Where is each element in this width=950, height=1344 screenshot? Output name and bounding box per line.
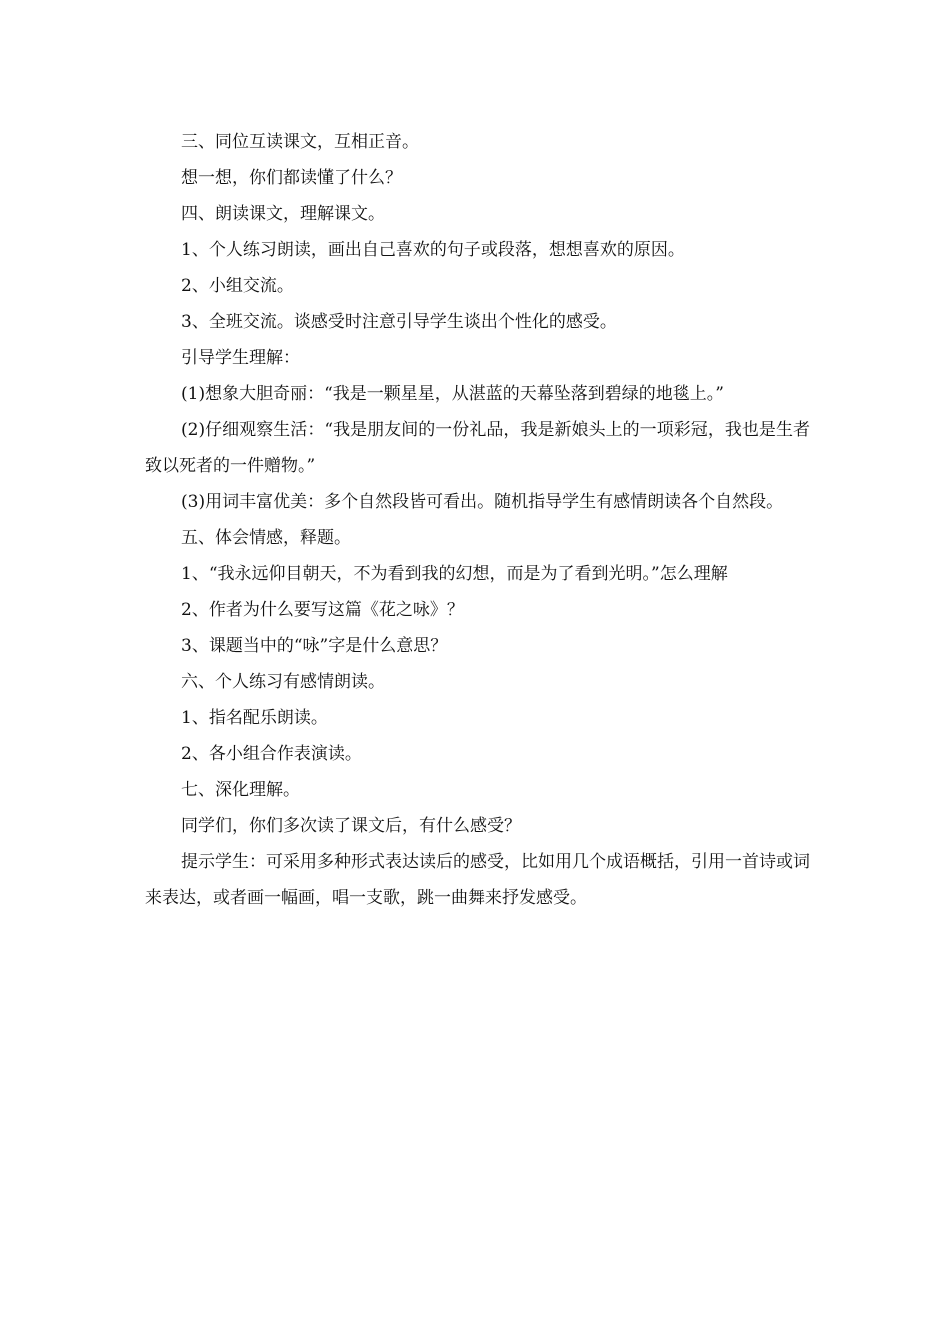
paragraph-step-5-2: 2、作者为什么要写这篇《花之咏》？ [181, 600, 464, 620]
paragraph-section-4: 四、朗读课文，理解课文。 [181, 204, 385, 224]
paragraph-step-4-1: 1、个人练习朗读，画出自己喜欢的句子或段落，想想喜欢的原因。 [181, 240, 685, 260]
paragraph-hint: 提示学生：可采用多种形式表达读后的感受，比如用几个成语概括，引用一首诗或词来表达，或者画一幅画，唱一支歌，跳一曲舞来抒发感受。 [145, 852, 810, 908]
document-body [145, 124, 810, 916]
paragraph-step-6-1: 1、指名配乐朗读。 [181, 708, 328, 728]
paragraph-section-6: 六、个人练习有感情朗读。 [181, 672, 385, 692]
paragraph-step-5-3: 3、课题当中的“咏”字是什么意思？ [181, 636, 448, 656]
paragraph-step-6-2: 2、各小组合作表演读。 [181, 744, 362, 764]
paragraph-step-4-3: 3、全班交流。谈感受时注意引导学生谈出个性化的感受。 [181, 312, 617, 332]
paragraph-step-4-2: 2、小组交流。 [181, 276, 294, 296]
paragraph-guide-2: (2)仔细观察生活：“我是朋友间的一份礼品，我是新娘头上的一项彩冠，我也是生者致以死者的一件赠物。” [145, 420, 810, 476]
paragraph-guide-1: (1)想象大胆奇丽：“我是一颗星星，从湛蓝的天幕坠落到碧绿的地毯上。” [181, 384, 724, 404]
paragraph-section-3: 三、同位互读课文，互相正音。 [181, 132, 419, 152]
paragraph-question-think: 想一想，你们都读懂了什么？ [181, 168, 402, 188]
paragraph-section-7: 七、深化理解。 [181, 780, 300, 800]
paragraph-question-feel: 同学们，你们多次读了课文后，有什么感受？ [181, 816, 521, 836]
paragraph-step-5-1: 1、“我永远仰目朝天，不为看到我的幻想，而是为了看到光明。”怎么理解 [181, 564, 728, 584]
paragraph-section-5: 五、体会情感，释题。 [181, 528, 351, 548]
paragraph-guide-3: (3)用词丰富优美：多个自然段皆可看出。随机指导学生有感情朗读各个自然段。 [181, 492, 784, 512]
paragraph-guide-intro: 引导学生理解： [181, 348, 300, 368]
